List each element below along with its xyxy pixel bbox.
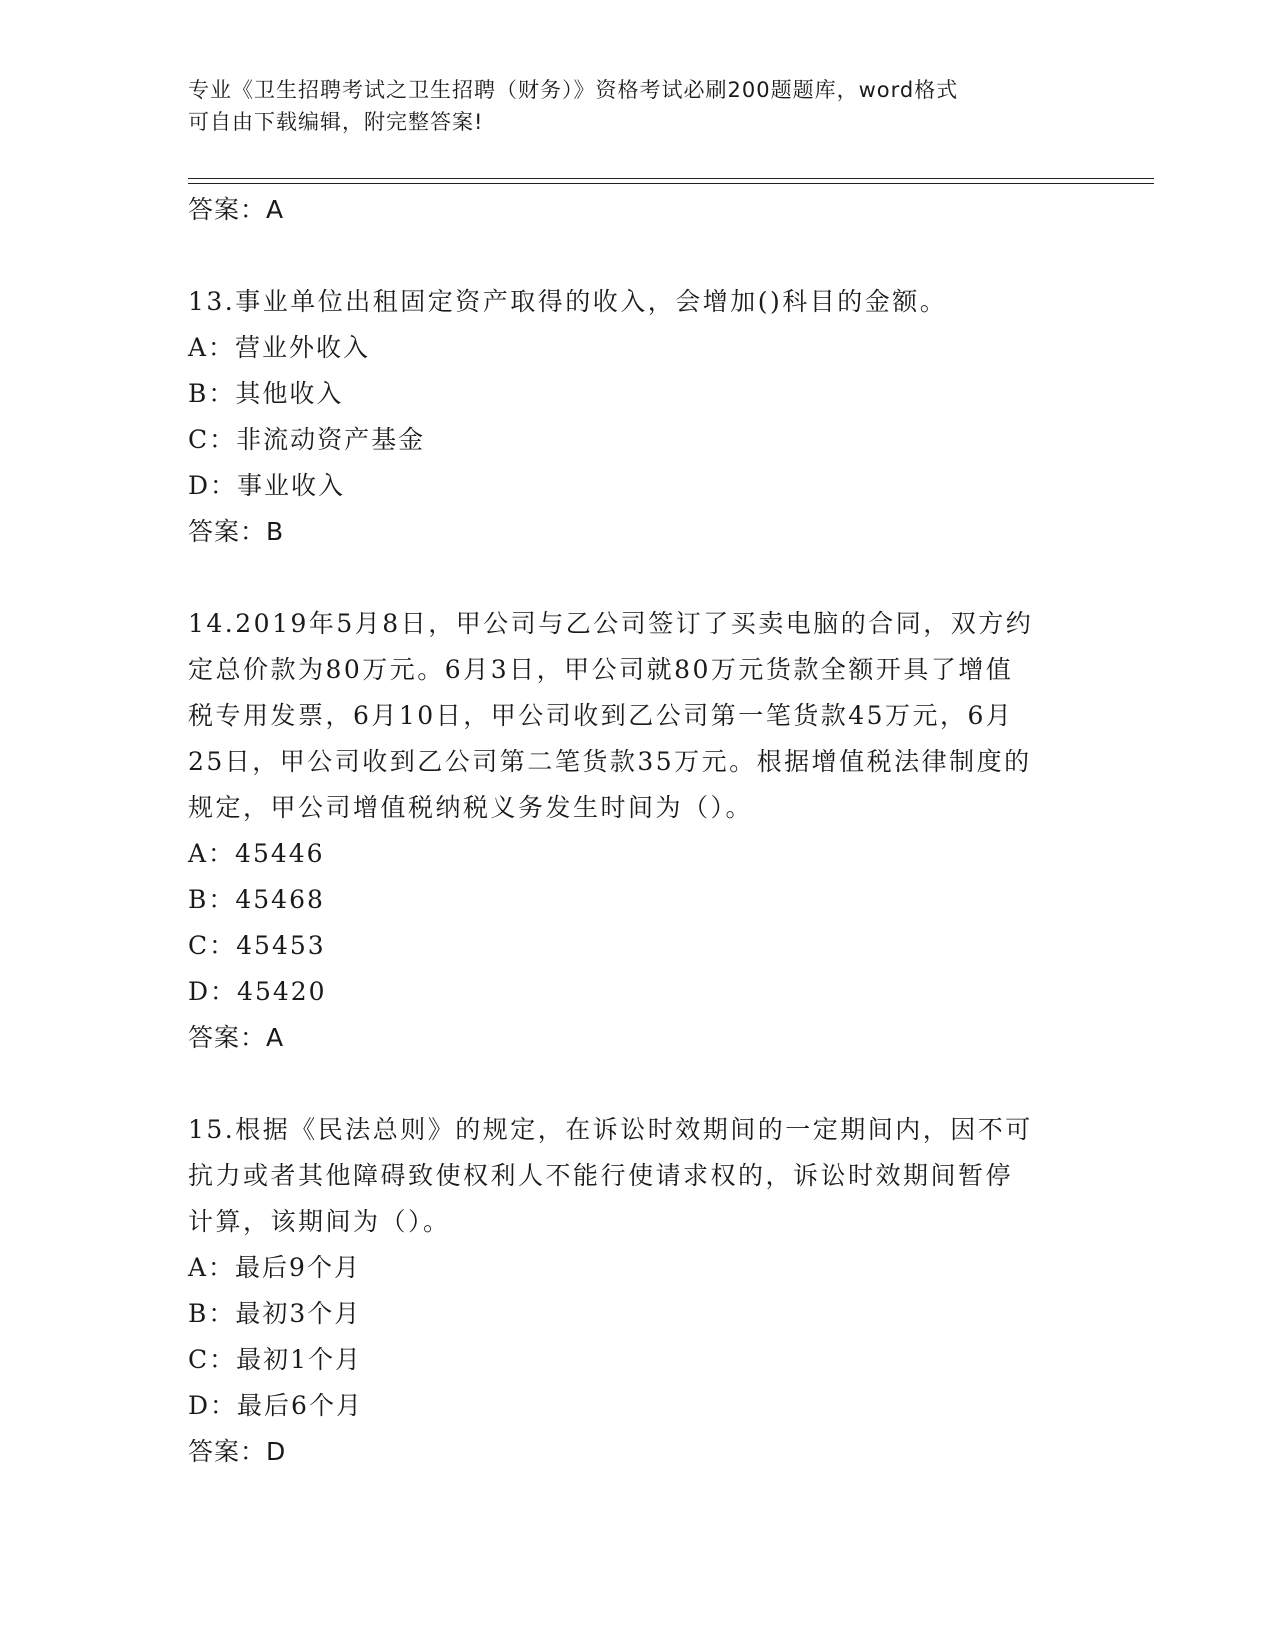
option-b: B：最初3个月	[188, 1299, 362, 1328]
option-b: B：其他收入	[188, 379, 344, 408]
question-15	[188, 1107, 1088, 1475]
option-a: A：最后9个月	[188, 1253, 361, 1282]
option-b: B：45468	[188, 885, 325, 914]
option-d: D：最后6个月	[188, 1391, 363, 1420]
stem-line: 规定，甲公司增值税纳税义务发生时间为（）。	[188, 793, 754, 822]
option-a: A：45446	[188, 839, 325, 868]
option-c: C：最初1个月	[188, 1345, 363, 1374]
header-line-1: 专业《卫生招聘考试之卫生招聘（财务）》资格考试必刷200题题库，word格式	[188, 78, 959, 102]
option-a: A：营业外收入	[188, 333, 371, 362]
answer-line: 答案：B	[188, 517, 285, 546]
question-stem	[188, 1107, 1088, 1245]
question-stem	[188, 279, 1088, 325]
question-stem	[188, 601, 1088, 831]
stem-line: 13.事业单位出租固定资产取得的收入，会增加()科目的金额。	[188, 287, 948, 316]
stem-line: 计算，该期间为（）。	[188, 1207, 451, 1236]
option-d: D：事业收入	[188, 471, 346, 500]
header-line-2: 可自由下载编辑，附完整答案!	[188, 110, 484, 134]
stem-line: 25日，甲公司收到乙公司第二笔货款35万元。根据增值税法律制度的	[188, 747, 1032, 776]
document-body	[188, 187, 1088, 1475]
stem-line: 15.根据《民法总则》的规定，在诉讼时效期间的一定期间内，因不可	[188, 1115, 1033, 1144]
option-c: C：非流动资产基金	[188, 425, 426, 454]
answer-line: 答案：A	[188, 195, 285, 224]
option-d: D：45420	[188, 977, 327, 1006]
option-c: C：45453	[188, 931, 326, 960]
document-header	[188, 74, 1088, 138]
stem-line: 税专用发票，6月10日，甲公司收到乙公司第一笔货款45万元，6月	[188, 701, 1014, 730]
question-13	[188, 279, 1088, 555]
answer-line: 答案：A	[188, 1023, 285, 1052]
question-14	[188, 601, 1088, 1061]
stem-line: 14.2019年5月8日，甲公司与乙公司签订了买卖电脑的合同，双方约	[188, 609, 1034, 638]
header-rule-top	[188, 178, 1154, 179]
answer-line: 答案：D	[188, 1437, 287, 1466]
header-rule-bottom	[188, 183, 1154, 184]
stem-line: 定总价款为80万元。6月3日，甲公司就80万元货款全额开具了增值	[188, 655, 1014, 684]
stem-line: 抗力或者其他障碍致使权利人不能行使请求权的，诉讼时效期间暂停	[188, 1161, 1014, 1190]
